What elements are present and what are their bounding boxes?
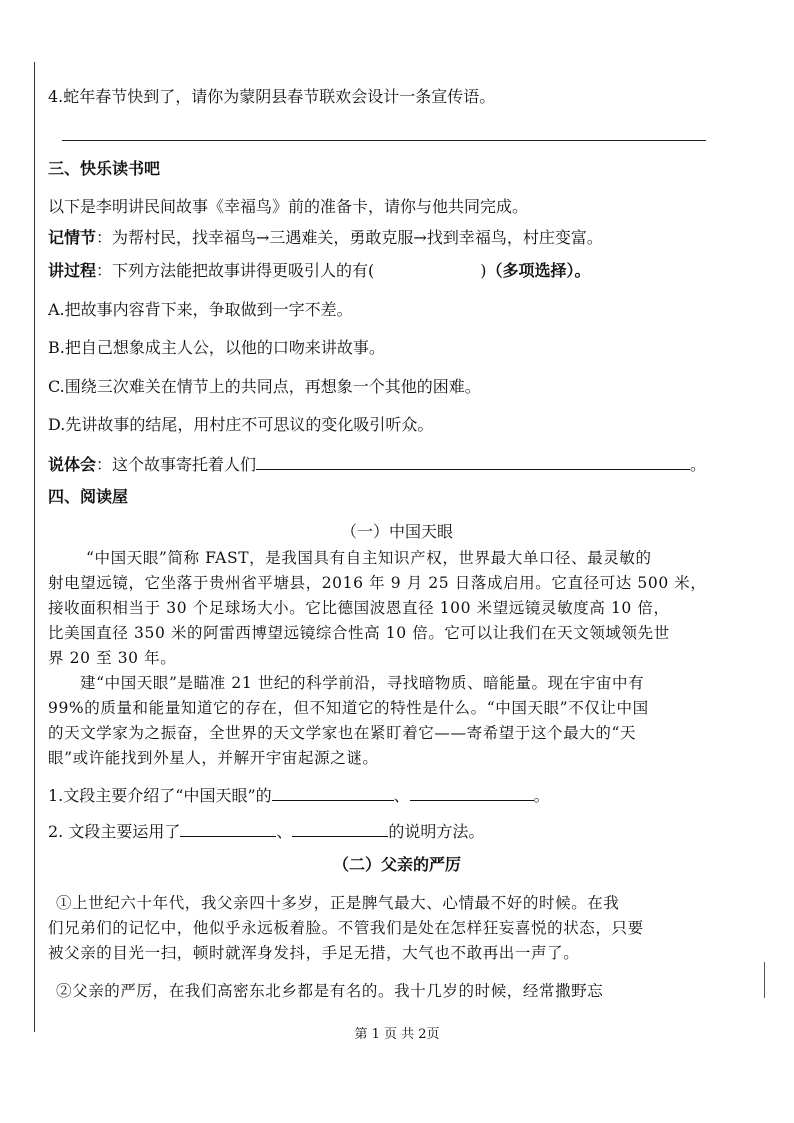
q1-end: 。 xyxy=(533,786,550,805)
passage-1-question-1 xyxy=(48,784,550,807)
feeling-blank[interactable] xyxy=(256,453,690,470)
q1-blank-2[interactable] xyxy=(410,784,534,801)
passage-1-line: 建“中国天眼”是瞄准 21 世纪的科学前沿，寻找暗物质、暗能量。现在宇宙中有 xyxy=(80,674,645,692)
feeling-text: ：这个故事寄托着人们 xyxy=(96,455,257,474)
q2-blank-2[interactable] xyxy=(292,820,388,837)
plot-text: ：为帮村民，找幸福鸟→三遇难关，勇敢克服→找到幸福鸟，村庄变富。 xyxy=(96,228,603,247)
option-b: B.把自己想象成主人公，以他的口吻来讲故事。 xyxy=(48,338,385,357)
left-margin-line xyxy=(34,62,35,1032)
passage-1-line: 界 20 至 30 年。 xyxy=(48,649,177,667)
passage-2-line: ②父亲的严厉，在我们高密东北乡都是有名的。我十几岁的时候，经常撒野忘 xyxy=(56,982,604,1000)
process-paren-close: ) xyxy=(480,261,487,280)
page-footer: 第 1 页 共 2页 xyxy=(354,1027,440,1042)
plot-line xyxy=(48,227,603,249)
feeling-line xyxy=(48,453,706,476)
answer-line-q4 xyxy=(62,140,706,141)
passage-1-question-2 xyxy=(48,820,484,843)
passage-2-line: ①上世纪六十年代，我父亲四十多岁，正是脾气最大、心情最不好的时候。在我 xyxy=(56,894,620,912)
process-label: 讲过程 xyxy=(48,261,97,280)
q1-prefix: 1.文段主要介绍了“中国天眼”的 xyxy=(48,786,272,805)
feeling-end: 。 xyxy=(690,455,707,474)
q1-blank-1[interactable] xyxy=(272,784,394,801)
passage-1-line: 比美国直径 350 米的阿雷西博望远镜综合性高 10 倍。它可以让我们在天文领域领先世 xyxy=(48,624,670,642)
feeling-label: 说体会 xyxy=(48,455,97,474)
q2-prefix: 2. 文段主要运用了 xyxy=(48,822,181,841)
option-d: D.先讲故事的结尾，用村庄不可思议的变化吸引听众。 xyxy=(48,415,434,434)
section-3-heading: 三、快乐读书吧 xyxy=(48,159,161,178)
passage-1-line: 99%的质量和能量知道它的存在，但不知道它的特性是什么。“中国天眼”不仅让中国 xyxy=(48,699,649,717)
passage-2-line: 们兄弟们的记忆中，他似乎永远板着脸。不管我们是处在怎样狂妄喜悦的状态，只要 xyxy=(48,919,644,937)
process-line xyxy=(48,260,591,282)
passage-2-line: 被父亲的目光一扫，顿时就浑身发抖，手足无措，大气也不敢再出一声了。 xyxy=(48,944,580,962)
option-a: A.把故事内容背下来，争取做到一字不差。 xyxy=(48,300,353,319)
section-3-intro: 以下是李明讲民间故事《幸福鸟》前的准备卡，请你与他共同完成。 xyxy=(48,197,529,216)
passage-2-title: （二）父亲的严厉 xyxy=(332,855,461,874)
q1-sep: 、 xyxy=(393,786,410,805)
q2-blank-1[interactable] xyxy=(180,820,276,837)
passage-1-line: 射电望远镜，它坐落于贵州省平塘县，2016 年 9 月 25 日落成启用。它直径可达 500 米， xyxy=(48,574,707,592)
passage-1-line: “中国天眼”简称 FAST，是我国具有自主知识产权，世界最大单口径、最灵敏的 xyxy=(86,549,652,567)
right-edge-mark xyxy=(764,962,765,998)
plot-label: 记情节 xyxy=(48,228,97,247)
process-text: ：下列方法能把故事讲得更吸引人的有( xyxy=(96,261,375,280)
passage-1-line: 接收面积相当于 30 个足球场大小。它比德国波恩直径 100 米望远镜灵敏度高 10 倍， xyxy=(48,599,670,617)
question-4: 4.蛇年春节快到了，请你为蒙阴县春节联欢会设计一条宣传语。 xyxy=(48,87,496,106)
process-note: （多项选择）。 xyxy=(486,261,591,280)
passage-1-line: 的天文学家为之振奋，全世界的天文学家也在紧盯着它——寄希望于这个最大的“天 xyxy=(48,724,637,742)
q2-end: 的说明方法。 xyxy=(388,822,485,841)
passage-1-line: 眼”或许能找到外星人，并解开宇宙起源之谜。 xyxy=(48,749,379,767)
passage-1-title: （一）中国天眼 xyxy=(340,522,453,541)
q2-sep: 、 xyxy=(276,822,293,841)
option-c: C.围绕三次难关在情节上的共同点，再想象一个其他的困难。 xyxy=(48,377,481,396)
section-4-heading: 四、阅读屋 xyxy=(48,487,129,506)
